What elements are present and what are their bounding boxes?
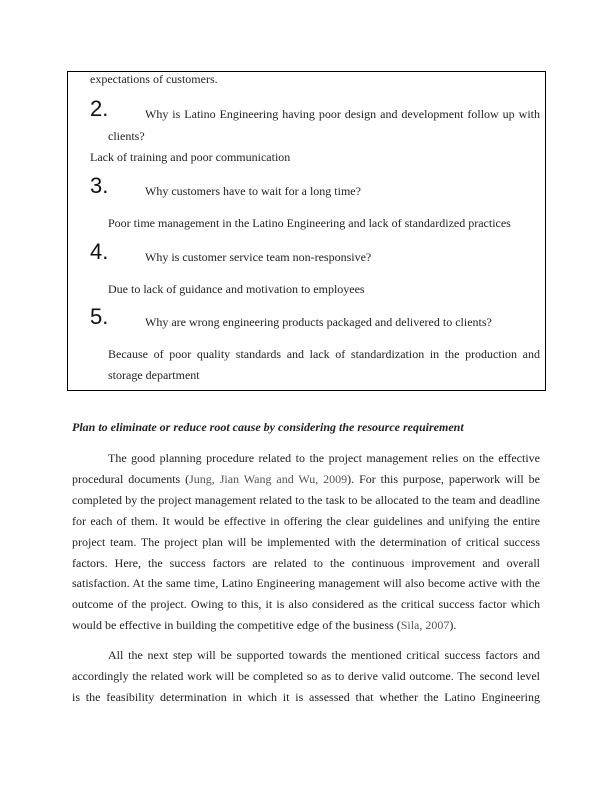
item-2-answer: Lack of training and poor communication: [90, 150, 291, 164]
item-4-answer: Due to lack of guidance and motivation to employees: [108, 282, 365, 296]
paragraph1-line6: factors. Here, the success factors are related to the continuous improvement and overall: [72, 556, 540, 570]
item-2-number: 2.: [90, 96, 109, 121]
citation-jung: Jung, Jian Wang and Wu, 2009: [189, 472, 348, 486]
item-4-number: 4.: [90, 239, 109, 264]
item-5-number: 5.: [90, 304, 109, 329]
paragraph1-line4: for each of them. It would be effective in offering the clear guidelines and unifying the entire: [72, 514, 540, 528]
section-heading: Plan to eliminate or reduce root cause by considering the resource requirement: [72, 420, 464, 434]
item-3-number: 3.: [90, 173, 109, 198]
paragraph1-line2: [72, 472, 540, 486]
item-3-question: Why customers have to wait for a long time?: [145, 184, 361, 198]
paragraph2-line1: All the next step will be supported towards the mentioned critical success factors and: [108, 648, 540, 662]
item-2-question-line1: Why is Latino Engineering having poor design and development follow up with: [145, 107, 540, 121]
box-top-fragment: expectations of customers.: [90, 72, 218, 86]
citation-sila: Sila, 2007: [400, 618, 450, 632]
item-5-question: Why are wrong engineering products packaged and delivered to clients?: [145, 315, 492, 329]
paragraph1-line5: project team. The project plan will be implemented with the determination of critical success: [72, 535, 540, 549]
paragraph1-line2-post: ). For this purpose, paperwork will be: [347, 472, 540, 486]
paragraph2-line2: accordingly the related work will be completed so as to derive valid outcome. The second level: [72, 669, 540, 683]
item-5-answer-line2: storage department: [108, 368, 200, 382]
paragraph1-line2-pre: procedural documents (: [72, 472, 190, 486]
item-4-question: Why is customer service team non-responsive?: [145, 250, 372, 264]
paragraph1-line9-pre: would be effective in building the competitive edge of the business (: [72, 618, 401, 632]
item-5-answer-line1: Because of poor quality standards and lack of standardization in the production and: [108, 347, 540, 361]
paragraph1-line8: outcome of the project. Owing to this, it is also considered as the critical success factor which: [72, 597, 540, 611]
paragraph2-line3: is the feasibility determination in which it is assessed that whether the Latino Engineering: [72, 690, 540, 704]
paragraph1-line7: satisfaction. At the same time, Latino Engineering management will also become active with the: [72, 576, 540, 590]
paragraph1-line1: The good planning procedure related to the project management relies on the effective: [108, 451, 540, 465]
item-3-answer: Poor time management in the Latino Engineering and lack of standardized practices: [108, 216, 511, 230]
paragraph1-line9: [72, 618, 540, 632]
paragraph1-line9-post: ).: [449, 618, 457, 632]
paragraph1-line3: completed by the project management related to the task to be allocated to the team and deadline: [72, 493, 540, 507]
item-2-question-line2: clients?: [108, 129, 145, 143]
